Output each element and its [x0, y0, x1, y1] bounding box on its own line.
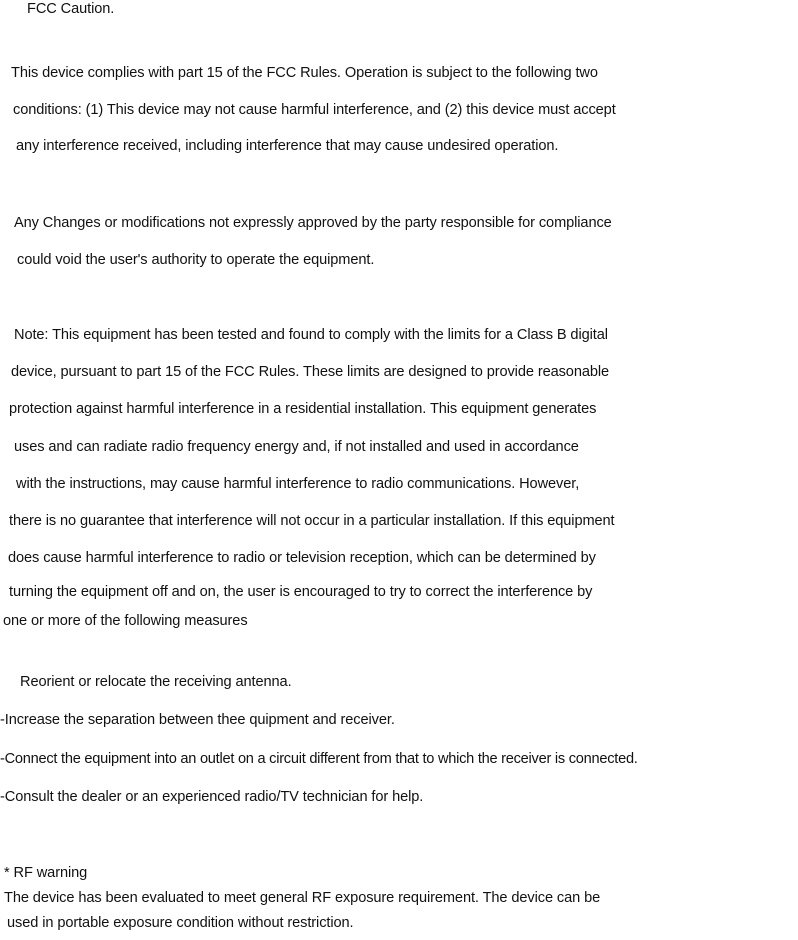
note-line: with the instructions, may cause harmful interference to radio communications. However, — [16, 476, 580, 492]
measure-item: -Connect the equipment into an outlet on a circuit different from that to which the receiver is connected. — [0, 751, 638, 767]
document-title: FCC Caution. — [27, 1, 115, 17]
rf-warning-heading: * RF warning — [4, 865, 88, 881]
measure-item: Reorient or relocate the receiving antenna. — [20, 674, 292, 690]
changes-line: could void the user's authority to operate the equipment. — [17, 252, 375, 268]
rf-warning-line: The device has been evaluated to meet general RF exposure requirement. The device can be — [4, 890, 601, 906]
note-line: protection against harmful interference in a residential installation. This equipment generates — [9, 401, 597, 417]
changes-line: Any Changes or modifications not expressly approved by the party responsible for compliance — [14, 215, 612, 231]
note-line: turning the equipment off and on, the user is encouraged to try to correct the interference by — [9, 584, 593, 600]
note-line: one or more of the following measures — [3, 613, 248, 629]
note-line: uses and can radiate radio frequency energy and, if not installed and used in accordance — [14, 439, 579, 455]
note-line: device, pursuant to part 15 of the FCC Rules. These limits are designed to provide reasonable — [11, 364, 610, 380]
measure-item: -Increase the separation between thee quipment and receiver. — [0, 712, 395, 728]
note-line: does cause harmful interference to radio or television reception, which can be determined by — [8, 550, 596, 566]
note-line: there is no guarantee that interference will not occur in a particular installation. If this equipment — [9, 513, 615, 529]
note-line: Note: This equipment has been tested and found to comply with the limits for a Class B digital — [14, 327, 608, 343]
measure-item: -Consult the dealer or an experienced radio/TV technician for help. — [0, 789, 424, 805]
statement-line: any interference received, including interference that may cause undesired operation. — [16, 138, 559, 154]
statement-line: conditions: (1) This device may not cause harmful interference, and (2) this device must accept — [13, 102, 616, 118]
statement-line: This device complies with part 15 of the FCC Rules. Operation is subject to the following two — [11, 65, 598, 81]
rf-warning-line: used in portable exposure condition without restriction. — [7, 915, 354, 931]
